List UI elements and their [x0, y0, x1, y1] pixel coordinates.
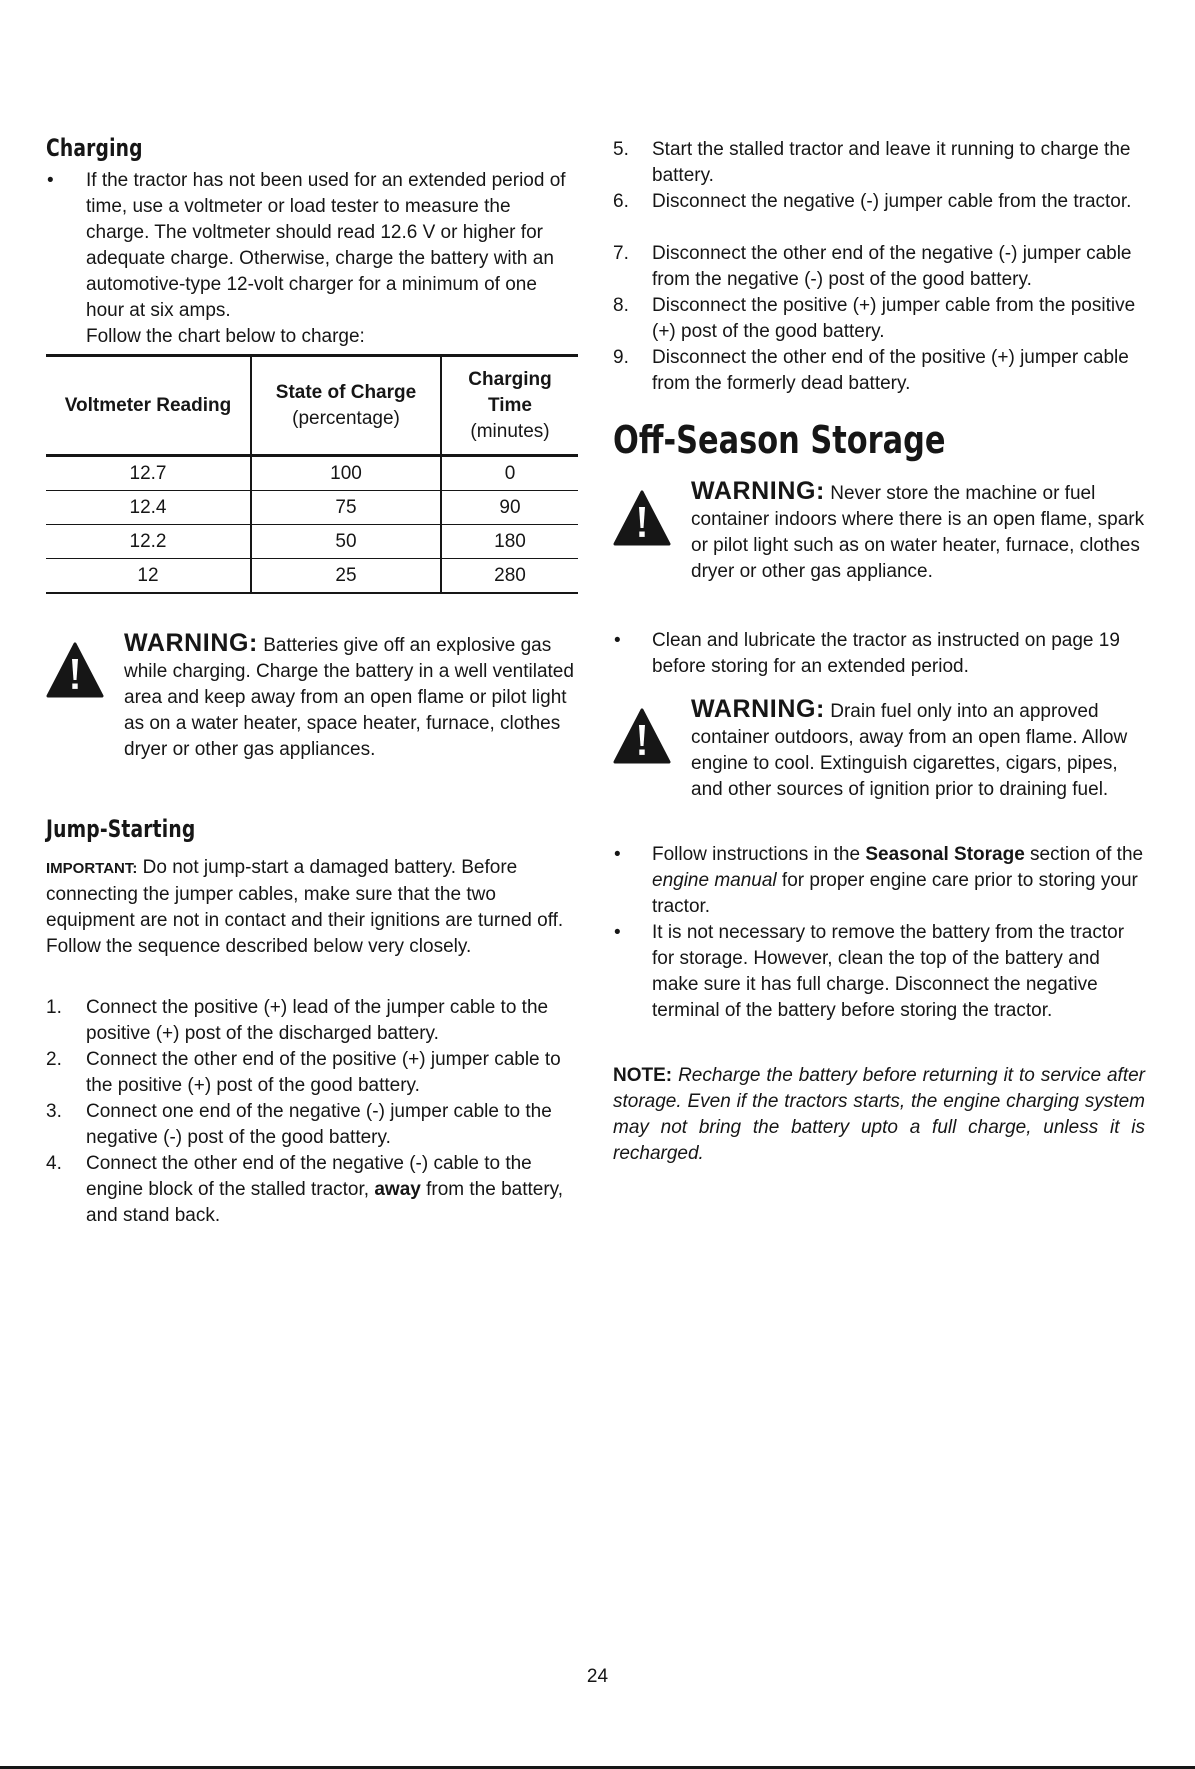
table-cell: 12.4 [46, 491, 251, 525]
table-header-cell: State of Charge (percentage) [251, 356, 441, 456]
list-item: 4. Connect the other end of the negative (-) cable to the engine block of the stalled tractor, away from the battery, and stand back. [46, 1153, 564, 1226]
voltmeter-chart-table [46, 354, 578, 594]
table-cell: 50 [251, 525, 441, 559]
table-row [46, 456, 578, 491]
important-label: IMPORTANT: [46, 860, 138, 877]
note-label: NOTE: [613, 1065, 673, 1086]
bullet-glyph: • [614, 922, 621, 943]
warning-triangle-icon [613, 490, 671, 546]
list-item: 8. Disconnect the positive (+) jumper cable from the positive (+) post of the good battery. [613, 295, 1136, 342]
table-cell: 75 [251, 491, 441, 525]
charging-bullet-text: If the tractor has not been used for an extended period of time, use a voltmeter or load tester to measure the charge. The voltmeter should read 12.6 V or higher for adequate charge. Otherwise, charge the battery with an automotive-type 12-volt charger for a minimum of one hour at six amps. [86, 170, 566, 321]
table-cell: 12.2 [46, 525, 251, 559]
table-row [46, 525, 578, 559]
table-row [46, 491, 578, 525]
bullet-glyph: • [614, 630, 621, 651]
table-header-row [46, 356, 578, 456]
off-season-storage-heading: Off-Season Storage [613, 418, 946, 462]
jump-starting-heading: Jump-Starting [46, 815, 196, 843]
table-cell: 100 [251, 456, 441, 491]
list-item: 5. Start the stalled tractor and leave it running to charge the battery. [613, 139, 1131, 186]
table-cell: 0 [441, 456, 578, 491]
battery-warning-text: WARNING: Batteries give off an explosive gas while charging. Charge the battery in a well ventilated area and keep away from an open flame or pilot light as on a water heater, space heater, furnace, clothes dryer or other gas appliances. [124, 629, 574, 760]
bullet-glyph: • [47, 170, 54, 191]
list-item: 7. Disconnect the other end of the negative (-) jumper cable from the negative (-) post of the good battery. [613, 243, 1132, 290]
warning-label: WARNING: [124, 629, 258, 657]
table-cell: 280 [441, 559, 578, 594]
warning-label: WARNING: [691, 695, 825, 723]
fuel-warning-text: WARNING: Drain fuel only into an approved container outdoors, away from an open flame. Allow engine to cool. Extinguish cigarettes, cigars, pipes, and other sources of ignition prior to draining fuel. [691, 695, 1128, 800]
page-number: 24 [586, 1666, 609, 1687]
list-item: 2. Connect the other end of the positive (+) jumper cable to the positive (+) post of the good battery. [46, 1049, 561, 1096]
warning-label: WARNING: [691, 477, 825, 505]
table-cell: 180 [441, 525, 578, 559]
table-cell: 12.7 [46, 456, 251, 491]
storage-note: NOTE: Recharge the battery before returning it to service after storage. Even if the tractors starts, the engine charging system may not bring the battery upto a full charge, unless it is recharged. [613, 1065, 1145, 1164]
list-item: 1. Connect the positive (+) lead of the jumper cable to the positive (+) post of the discharged battery. [46, 997, 549, 1044]
storage-warning-text: WARNING: Never store the machine or fuel container indoors where there is an open flame, spark or pilot light such as on water heater, furnace, clothes dryer or other gas appliance. [691, 477, 1145, 582]
table-cell: 90 [441, 491, 578, 525]
important-paragraph: IMPORTANT: Do not jump-start a damaged battery. Before connecting the jumper cables, make sure that the two equipment are not in contact and their ignitions are turned off. Follow the sequence described below very closely. [46, 857, 564, 957]
warning-triangle-icon [613, 708, 671, 764]
table-cell: 25 [251, 559, 441, 594]
table-header-cell: Voltmeter Reading [64, 394, 232, 416]
list-item: 6. Disconnect the negative (-) jumper cable from the tractor. [613, 191, 1132, 212]
table-cell: 12 [46, 559, 251, 594]
list-item: 3. Connect one end of the negative (-) jumper cable to the negative (-) post of the good battery. [46, 1101, 552, 1148]
chart-intro: Follow the chart below to charge: [86, 326, 365, 347]
warning-triangle-icon [46, 642, 104, 698]
table-row [46, 559, 578, 594]
list-item: 9. Disconnect the other end of the positive (+) jumper cable from the formerly dead battery. [613, 347, 1129, 394]
bullet-glyph: • [614, 844, 621, 865]
charging-heading: Charging [46, 134, 143, 162]
table-header-cell: Charging Time (minutes) [441, 356, 578, 456]
